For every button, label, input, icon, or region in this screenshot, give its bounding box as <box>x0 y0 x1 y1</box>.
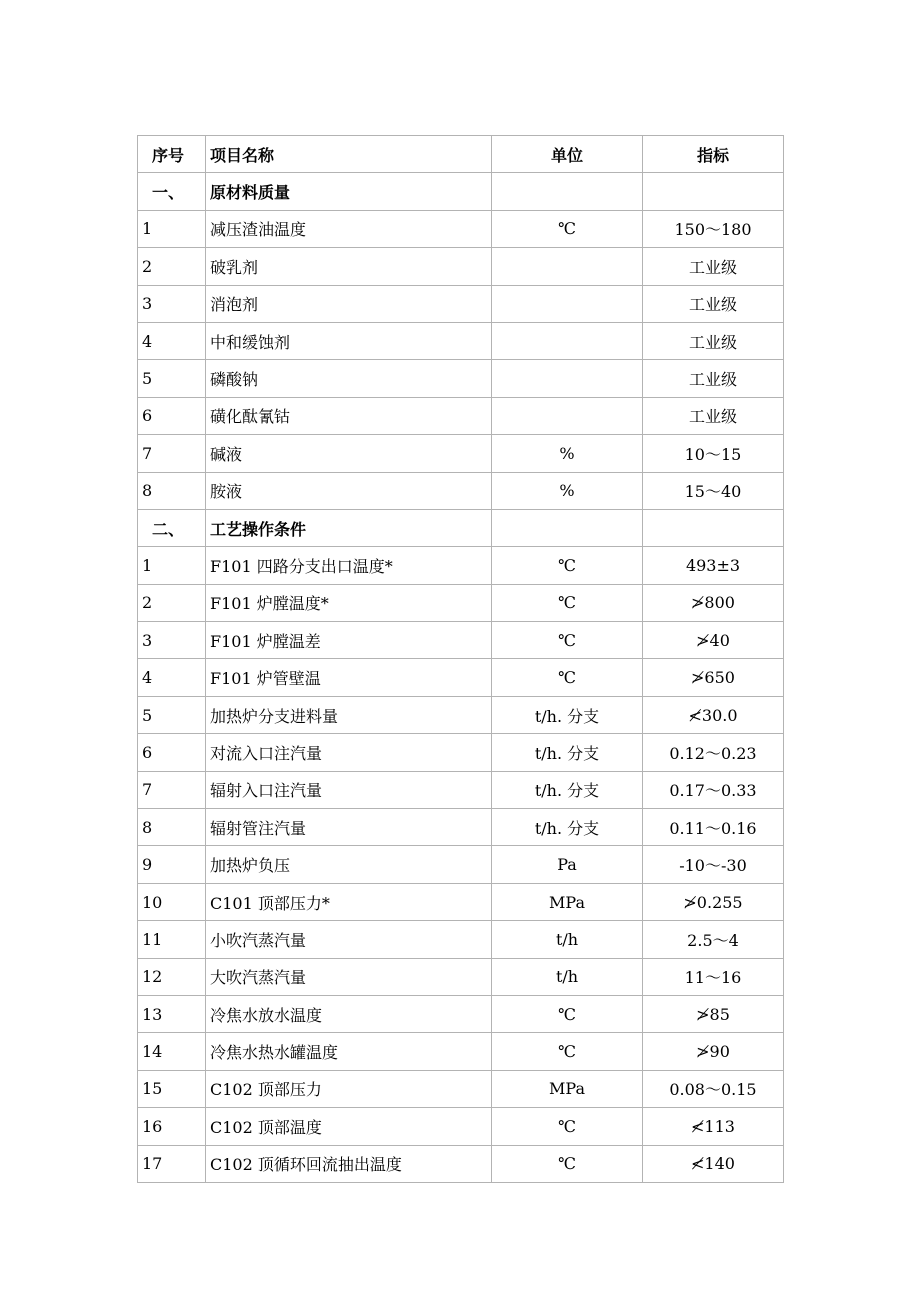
row-name: 磺化酞氰钴 <box>206 397 492 434</box>
row-no: 8 <box>138 809 206 846</box>
row-name: 中和缓蚀剂 <box>206 322 492 359</box>
row-unit: % <box>492 435 643 472</box>
row-value: 0.12～0.23 <box>643 734 784 771</box>
row-unit: ℃ <box>492 622 643 659</box>
row-unit: ℃ <box>492 1033 643 1070</box>
row-value: 0.08～0.15 <box>643 1070 784 1107</box>
row-unit: t/h. 分支 <box>492 771 643 808</box>
row-value: ≮140 <box>643 1145 784 1182</box>
row-no: 14 <box>138 1033 206 1070</box>
row-no: 6 <box>138 734 206 771</box>
row-no: 15 <box>138 1070 206 1107</box>
header-no: 序号 <box>138 136 206 173</box>
row-unit: ℃ <box>492 1108 643 1145</box>
spec-table <box>137 135 784 1183</box>
row-name: F101 四路分支出口温度* <box>206 547 492 584</box>
row-no: 8 <box>138 472 206 509</box>
table-row <box>138 809 784 846</box>
row-name: C102 顶部压力 <box>206 1070 492 1107</box>
section-title: 工艺操作条件 <box>206 509 492 546</box>
row-name: C102 顶循环回流抽出温度 <box>206 1145 492 1182</box>
row-no: 1 <box>138 210 206 247</box>
table-row <box>138 659 784 696</box>
table-row <box>138 1145 784 1182</box>
row-value: ≯40 <box>643 622 784 659</box>
table-row <box>138 995 784 1032</box>
header-unit: 单位 <box>492 136 643 173</box>
table-row <box>138 958 784 995</box>
row-value: 15～40 <box>643 472 784 509</box>
table-row <box>138 360 784 397</box>
row-value: 工业级 <box>643 248 784 285</box>
row-unit: ℃ <box>492 1145 643 1182</box>
row-unit: t/h <box>492 958 643 995</box>
header-name: 项目名称 <box>206 136 492 173</box>
row-name: C101 顶部压力* <box>206 883 492 920</box>
row-value: 工业级 <box>643 285 784 322</box>
row-unit <box>492 360 643 397</box>
row-name: 破乳剂 <box>206 248 492 285</box>
row-unit: % <box>492 472 643 509</box>
row-unit: t/h. 分支 <box>492 734 643 771</box>
row-no: 5 <box>138 696 206 733</box>
row-name: 减压渣油温度 <box>206 210 492 247</box>
row-value: ≯85 <box>643 995 784 1032</box>
row-name: 小吹汽蒸汽量 <box>206 921 492 958</box>
row-unit: t/h. 分支 <box>492 809 643 846</box>
row-value: 工业级 <box>643 322 784 359</box>
table-row <box>138 547 784 584</box>
row-name: 辐射管注汽量 <box>206 809 492 846</box>
row-no: 2 <box>138 584 206 621</box>
row-no: 10 <box>138 883 206 920</box>
row-value: 工业级 <box>643 360 784 397</box>
row-no: 16 <box>138 1108 206 1145</box>
row-unit <box>492 248 643 285</box>
row-no: 3 <box>138 285 206 322</box>
row-name: F101 炉膛温度* <box>206 584 492 621</box>
row-no: 13 <box>138 995 206 1032</box>
table-row <box>138 883 784 920</box>
row-no: 1 <box>138 547 206 584</box>
table-row <box>138 771 784 808</box>
row-name: 大吹汽蒸汽量 <box>206 958 492 995</box>
row-no: 7 <box>138 435 206 472</box>
row-unit: t/h <box>492 921 643 958</box>
row-no: 5 <box>138 360 206 397</box>
table-row <box>138 472 784 509</box>
row-value: ≯90 <box>643 1033 784 1070</box>
row-name: 加热炉负压 <box>206 846 492 883</box>
row-no: 11 <box>138 921 206 958</box>
row-value: 0.17～0.33 <box>643 771 784 808</box>
row-unit: ℃ <box>492 547 643 584</box>
table-row <box>138 1108 784 1145</box>
table-header-row <box>138 136 784 173</box>
table-row <box>138 921 784 958</box>
row-unit: MPa <box>492 883 643 920</box>
row-value: 2.5～4 <box>643 921 784 958</box>
row-no: 7 <box>138 771 206 808</box>
row-unit: ℃ <box>492 584 643 621</box>
table-row <box>138 210 784 247</box>
row-value: ≮113 <box>643 1108 784 1145</box>
table-row <box>138 397 784 434</box>
row-unit: Pa <box>492 846 643 883</box>
table-row <box>138 846 784 883</box>
row-unit: ℃ <box>492 995 643 1032</box>
table-row <box>138 285 784 322</box>
row-name: F101 炉管壁温 <box>206 659 492 696</box>
section-unit-empty <box>492 509 643 546</box>
row-name: 磷酸钠 <box>206 360 492 397</box>
table-row <box>138 248 784 285</box>
row-name: 冷焦水放水温度 <box>206 995 492 1032</box>
row-name: 辐射入口注汽量 <box>206 771 492 808</box>
row-no: 3 <box>138 622 206 659</box>
table-row <box>138 435 784 472</box>
row-no: 6 <box>138 397 206 434</box>
row-unit: t/h. 分支 <box>492 696 643 733</box>
row-name: 碱液 <box>206 435 492 472</box>
row-no: 12 <box>138 958 206 995</box>
row-value: ≯800 <box>643 584 784 621</box>
section-title: 原材料质量 <box>206 173 492 210</box>
row-name: 冷焦水热水罐温度 <box>206 1033 492 1070</box>
row-value: ≯650 <box>643 659 784 696</box>
row-value: 0.11～0.16 <box>643 809 784 846</box>
row-name: 胺液 <box>206 472 492 509</box>
row-unit <box>492 322 643 359</box>
row-no: 2 <box>138 248 206 285</box>
section-unit-empty <box>492 173 643 210</box>
section-value-empty <box>643 509 784 546</box>
table-row <box>138 1070 784 1107</box>
row-name: 对流入口注汽量 <box>206 734 492 771</box>
row-unit: ℃ <box>492 210 643 247</box>
row-no: 17 <box>138 1145 206 1182</box>
row-name: 消泡剂 <box>206 285 492 322</box>
section-no: 一、 <box>138 173 206 210</box>
row-value: ≯0.255 <box>643 883 784 920</box>
section-row <box>138 173 784 210</box>
row-unit: MPa <box>492 1070 643 1107</box>
row-no: 9 <box>138 846 206 883</box>
table-row <box>138 696 784 733</box>
row-name: C102 顶部温度 <box>206 1108 492 1145</box>
table-row <box>138 734 784 771</box>
row-value: 10～15 <box>643 435 784 472</box>
row-name: 加热炉分支进料量 <box>206 696 492 733</box>
table-row <box>138 622 784 659</box>
row-value: -10～-30 <box>643 846 784 883</box>
row-unit <box>492 285 643 322</box>
row-unit: ℃ <box>492 659 643 696</box>
row-value: 150～180 <box>643 210 784 247</box>
row-no: 4 <box>138 322 206 359</box>
row-value: 493±3 <box>643 547 784 584</box>
table-row <box>138 584 784 621</box>
row-no: 4 <box>138 659 206 696</box>
table-row <box>138 322 784 359</box>
section-row <box>138 509 784 546</box>
row-value: 工业级 <box>643 397 784 434</box>
row-value: ≮30.0 <box>643 696 784 733</box>
section-value-empty <box>643 173 784 210</box>
header-value: 指标 <box>643 136 784 173</box>
spec-table-body <box>138 136 784 1183</box>
row-name: F101 炉膛温差 <box>206 622 492 659</box>
row-value: 11～16 <box>643 958 784 995</box>
row-unit <box>492 397 643 434</box>
table-row <box>138 1033 784 1070</box>
section-no: 二、 <box>138 509 206 546</box>
